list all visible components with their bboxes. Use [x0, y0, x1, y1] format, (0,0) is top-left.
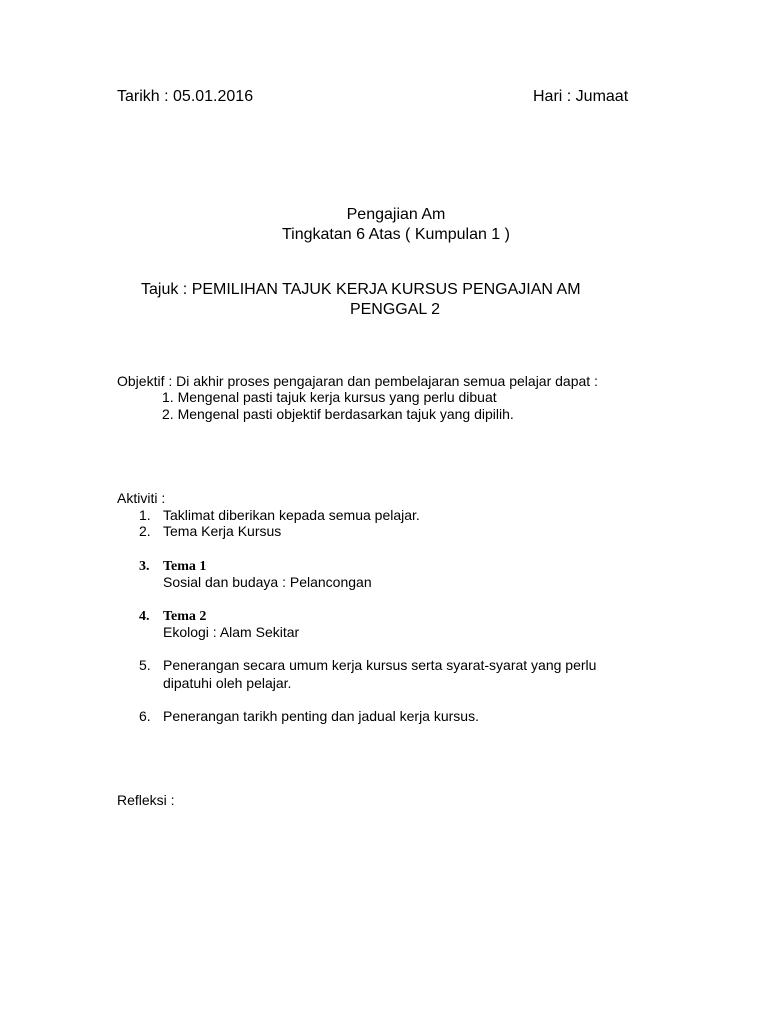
activity-number: 6. [139, 708, 151, 724]
activity-number: 3. [139, 559, 150, 574]
reflection-label: Refleksi : [117, 792, 175, 808]
activity-item [139, 708, 479, 724]
activity-number: 1. [139, 507, 151, 523]
activity-text: Penerangan tarikh penting dan jadual kerja kursus. [163, 708, 479, 724]
theme-heading: Tema 1 [163, 559, 207, 574]
subject-title: Pengajian Am [346, 206, 446, 223]
day-text: Hari : Jumaat [533, 88, 629, 105]
activity-text: Taklimat diberikan kepada semua pelajar. [163, 507, 420, 523]
topic-line-1: Tajuk : PEMILIHAN TAJUK KERJA KURSUS PENGAJIAN AM [141, 281, 581, 298]
activity-item [139, 657, 596, 673]
activity-number: 5. [139, 657, 151, 673]
activities-label: Aktiviti : [117, 490, 166, 506]
class-title: Tingkatan 6 Atas ( Kumpulan 1 ) [282, 226, 510, 243]
activity-text: Tema Kerja Kursus [163, 523, 282, 539]
theme-heading: Tema 2 [163, 609, 207, 624]
activity-item [139, 523, 281, 539]
activity-number: 4. [139, 609, 150, 624]
objective-item: 1. Mengenal pasti tajuk kerja kursus yang perlu dibuat [162, 389, 497, 405]
topic-line-2: PENGGAL 2 [349, 301, 441, 318]
theme-description: Ekologi : Alam Sekitar [163, 624, 300, 640]
activity-item [139, 607, 206, 625]
activity-text-continued: dipatuhi oleh pelajar. [163, 675, 292, 691]
activity-item [139, 557, 206, 575]
activity-number: 2. [139, 523, 151, 539]
date-text: Tarikh : 05.01.2016 [117, 88, 254, 105]
activity-item [139, 507, 420, 523]
theme-description: Sosial dan budaya : Pelancongan [163, 574, 372, 590]
objective-item: 2. Mengenal pasti objektif berdasarkan tajuk yang dipilih. [162, 406, 514, 422]
objective-intro: Objektif : Di akhir proses pengajaran dan pembelajaran semua pelajar dapat : [117, 373, 598, 389]
activity-text: Penerangan secara umum kerja kursus serta syarat-syarat yang perlu [163, 657, 597, 673]
